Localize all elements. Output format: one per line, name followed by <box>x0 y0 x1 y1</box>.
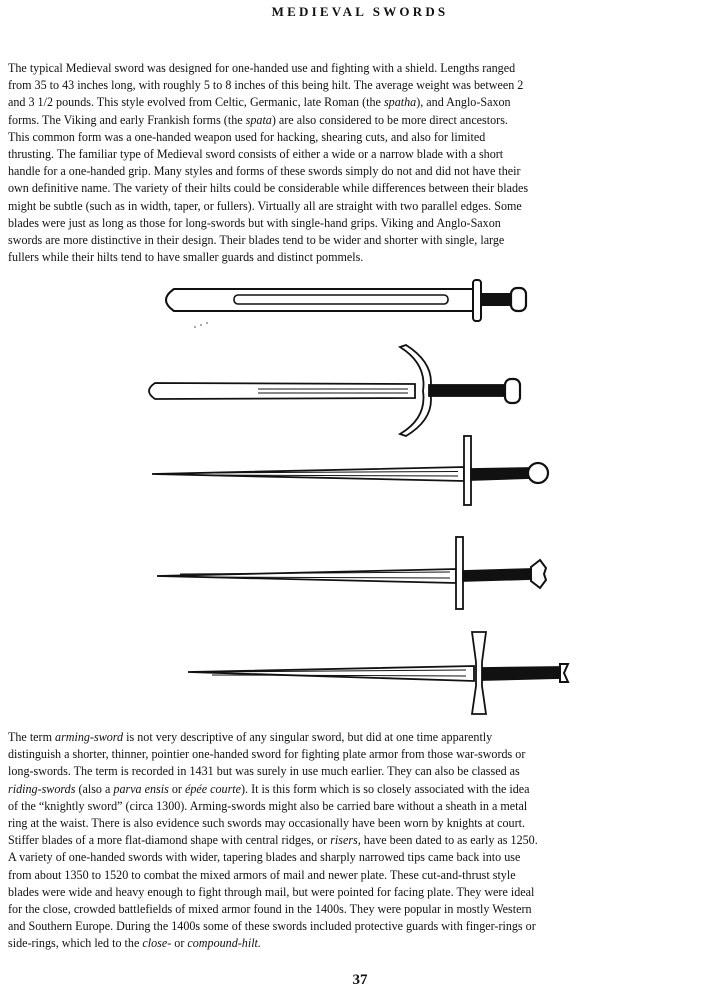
sword-illustration-2 <box>149 345 520 436</box>
sword-illustration-1 <box>166 280 526 328</box>
page-number: 37 <box>352 972 368 988</box>
running-head: MEDIEVAL SWORDS <box>271 4 449 19</box>
sword-illustration-5 <box>188 632 568 714</box>
italic-term: arming-sword <box>55 730 124 744</box>
sword-illustration-4 <box>157 537 546 609</box>
italic-term: close- <box>142 936 172 951</box>
italic-term: riding-swords <box>8 781 76 796</box>
paragraph-medieval-sword: The typical Medieval sword was designed for one-handed use and fighting with a shield. Lengths ranged from 35 to 43 inches long, with roughly 5 to 8 inches of this being hilt. The average weight was between 2 and 3 1/2 pounds. This style evolved from Celtic, Germanic, late Roman (the spatha), and Anglo-Saxon forms. The Viking and early Frankish forms (the spata) are also considered to be more direct ancestors. This common form was a one-handed weapon used for hacking, shearing cuts, and also for limited thrusting. The familiar type of Medieval sword consists of either a wide or a narrow blade with a short handle for a one-handed grip. Many styles and forms of these swords simply do not and did not have their own definitive name. The variety of their hilts could be considerable while differences between their blades might be subtle (such as in width, taper, or fullers). Virtually all are straight with two parallel edges. Some blades were just as long as those for long-swords but with single-hand grips. Viking and Anglo-Saxon swords are more distinctive in their design. Their blades tend to be wider and shorter with single, large fullers while their hilts tend to have smaller guards and distinct pommels. <box>8 61 529 265</box>
italic-term: risers, <box>330 833 361 848</box>
italic-term: spatha <box>383 95 417 110</box>
sword-illustration-3 <box>152 436 548 505</box>
italic-term: compound-hilt. <box>187 936 261 951</box>
italic-term: épée courte <box>184 781 242 796</box>
italic-term: parva ensis <box>113 781 169 796</box>
italic-term: spata <box>245 112 272 127</box>
paragraph-arming-sword: The term arming-sword is not very descriptive of any singular sword, but did at one time apparently distinguish a shorter, thinner, pointier one-handed sword for fighting plate armor from those war-swords or long-swords. The term is recorded in 1431 but was surely in use much earlier. They can also be classed as riding-swords (also a parva ensis or épée courte). It is this form which is so closely associated with the idea of the “knightly sword” (circa 1300). Arming-swords might also be carried bare without a sheath in a metal ring at the waist. There is also evidence such swords may occasionally have been worn by knights at court. Stiffer blades of a more flat-diamond shape with central ridges, or risers, have been dated to as early as 1250. A variety of one-handed swords with wider, tapering blades and sharply narrowed tips came back into use from about 1350 to 1520 to combat the mixed armors of mail and newer plate. These cut-and-thrust style blades were wide and heavy enough to fight through mail, but were pointed for facing plate. They were ideal for the close, crowded battlefields of mixed armor found in the 1400s. They were popular in mostly Western and Southern Europe. During the 1400s some of these swords included protective guards with finger-rings or side-rings, which led to the close- or compound-hilt. <box>8 730 538 951</box>
sword-illustrations <box>140 272 580 722</box>
